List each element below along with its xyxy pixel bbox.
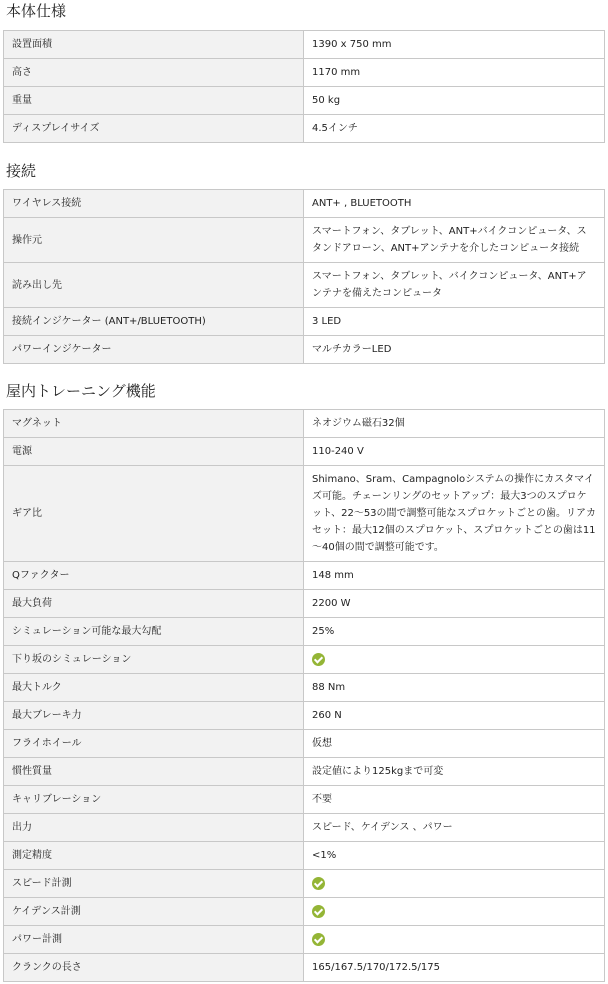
table-row (4, 190, 605, 218)
spec-table (3, 189, 605, 364)
spec-value (304, 898, 605, 926)
section-okunai (0, 381, 608, 982)
spec-label: 設置面積 (4, 31, 304, 59)
spec-label: シミュレーション可能な最大勾配 (4, 618, 304, 646)
spec-table (3, 30, 605, 143)
spec-label: ワイヤレス接続 (4, 190, 304, 218)
spec-label: 最大トルク (4, 674, 304, 702)
table-row (4, 31, 605, 59)
spec-label: 重量 (4, 87, 304, 115)
table-row (4, 898, 605, 926)
section-title: 本体仕様 (6, 2, 67, 20)
table-row (4, 870, 605, 898)
spec-label: 読み出し先 (4, 263, 304, 308)
table-row (4, 674, 605, 702)
table-row (4, 814, 605, 842)
table-row (4, 336, 605, 364)
spec-value (304, 926, 605, 954)
table-row (4, 954, 605, 982)
spec-value: 設定値により125kgまで可変 (304, 758, 605, 786)
spec-value: マルチカラーLED (304, 336, 605, 364)
spec-label: 電源 (4, 438, 304, 466)
table-row (4, 87, 605, 115)
table-row (4, 646, 605, 674)
spec-value: 4.5インチ (304, 115, 605, 143)
spec-value: ネオジウム磁石32個 (304, 410, 605, 438)
table-row (4, 618, 605, 646)
spec-value: 50 kg (304, 87, 605, 115)
table-row (4, 115, 605, 143)
spec-value: Shimano、Sram、Campagnoloシステムの操作にカスタマイズ可能。チェーンリングのセットアップ：最大3つのスプロケット、22～53の間で調整可能なスプロケットごとの歯。リアカセット：最大12個のスプロケット、スプロケットごとの歯は11～40個の間で調整可能です。 (304, 466, 605, 562)
spec-value: 25% (304, 618, 605, 646)
spec-value: スピード、ケイデンス 、パワー (304, 814, 605, 842)
spec-table (3, 409, 605, 982)
spec-value: 1390 x 750 mm (304, 31, 605, 59)
table-row (4, 562, 605, 590)
spec-label: ディスプレイサイズ (4, 115, 304, 143)
spec-label: 測定精度 (4, 842, 304, 870)
table-row (4, 466, 605, 562)
spec-value: 165/167.5/170/172.5/175 (304, 954, 605, 982)
table-row (4, 702, 605, 730)
table-row (4, 438, 605, 466)
spec-value: スマートフォン、タブレット、バイクコンピュータ、ANT+アンテナを備えたコンピュータ (304, 263, 605, 308)
spec-value: 仮想 (304, 730, 605, 758)
spec-label: ギア比 (4, 466, 304, 562)
table-row (4, 590, 605, 618)
spec-label: 操作元 (4, 218, 304, 263)
section-hontai (0, 1, 608, 143)
table-row (4, 263, 605, 308)
spec-label: キャリブレーション (4, 786, 304, 814)
spec-label: Qファクター (4, 562, 304, 590)
table-row (4, 730, 605, 758)
table-row (4, 410, 605, 438)
spec-value: 110-240 V (304, 438, 605, 466)
spec-value: <1% (304, 842, 605, 870)
table-row (4, 218, 605, 263)
spec-label: 高さ (4, 59, 304, 87)
section-setsuzoku (0, 161, 608, 364)
spec-value: ANT+ , BLUETOOTH (304, 190, 605, 218)
spec-label: パワー計測 (4, 926, 304, 954)
table-row (4, 758, 605, 786)
section-title: 接続 (6, 162, 37, 180)
check-circle-icon (312, 653, 325, 666)
spec-label: スピード計測 (4, 870, 304, 898)
spec-value: 不要 (304, 786, 605, 814)
spec-value: 2200 W (304, 590, 605, 618)
spec-label: 下り坂のシミュレーション (4, 646, 304, 674)
spec-value (304, 646, 605, 674)
section-title: 屋内トレーニング機能 (6, 382, 156, 400)
spec-value: スマートフォン、タブレット、ANT+バイクコンピュータ、スタンドアローン、ANT+アンテナを介したコンピュータ接続 (304, 218, 605, 263)
spec-value: 1170 mm (304, 59, 605, 87)
spec-page (0, 1, 608, 982)
spec-value: 3 LED (304, 308, 605, 336)
check-circle-icon (312, 933, 325, 946)
spec-label: 接続インジケーター (ANT+/BLUETOOTH) (4, 308, 304, 336)
spec-label: 最大負荷 (4, 590, 304, 618)
spec-label: パワーインジケーター (4, 336, 304, 364)
check-circle-icon (312, 877, 325, 890)
table-row (4, 308, 605, 336)
table-row (4, 926, 605, 954)
spec-label: 出力 (4, 814, 304, 842)
spec-value: 148 mm (304, 562, 605, 590)
spec-label: ケイデンス計測 (4, 898, 304, 926)
table-row (4, 786, 605, 814)
spec-label: フライホイール (4, 730, 304, 758)
table-row (4, 59, 605, 87)
spec-label: マグネット (4, 410, 304, 438)
check-circle-icon (312, 905, 325, 918)
table-row (4, 842, 605, 870)
spec-label: 慣性質量 (4, 758, 304, 786)
spec-value: 88 Nm (304, 674, 605, 702)
spec-label: クランクの長さ (4, 954, 304, 982)
spec-value (304, 870, 605, 898)
spec-value: 260 N (304, 702, 605, 730)
spec-label: 最大ブレーキ力 (4, 702, 304, 730)
